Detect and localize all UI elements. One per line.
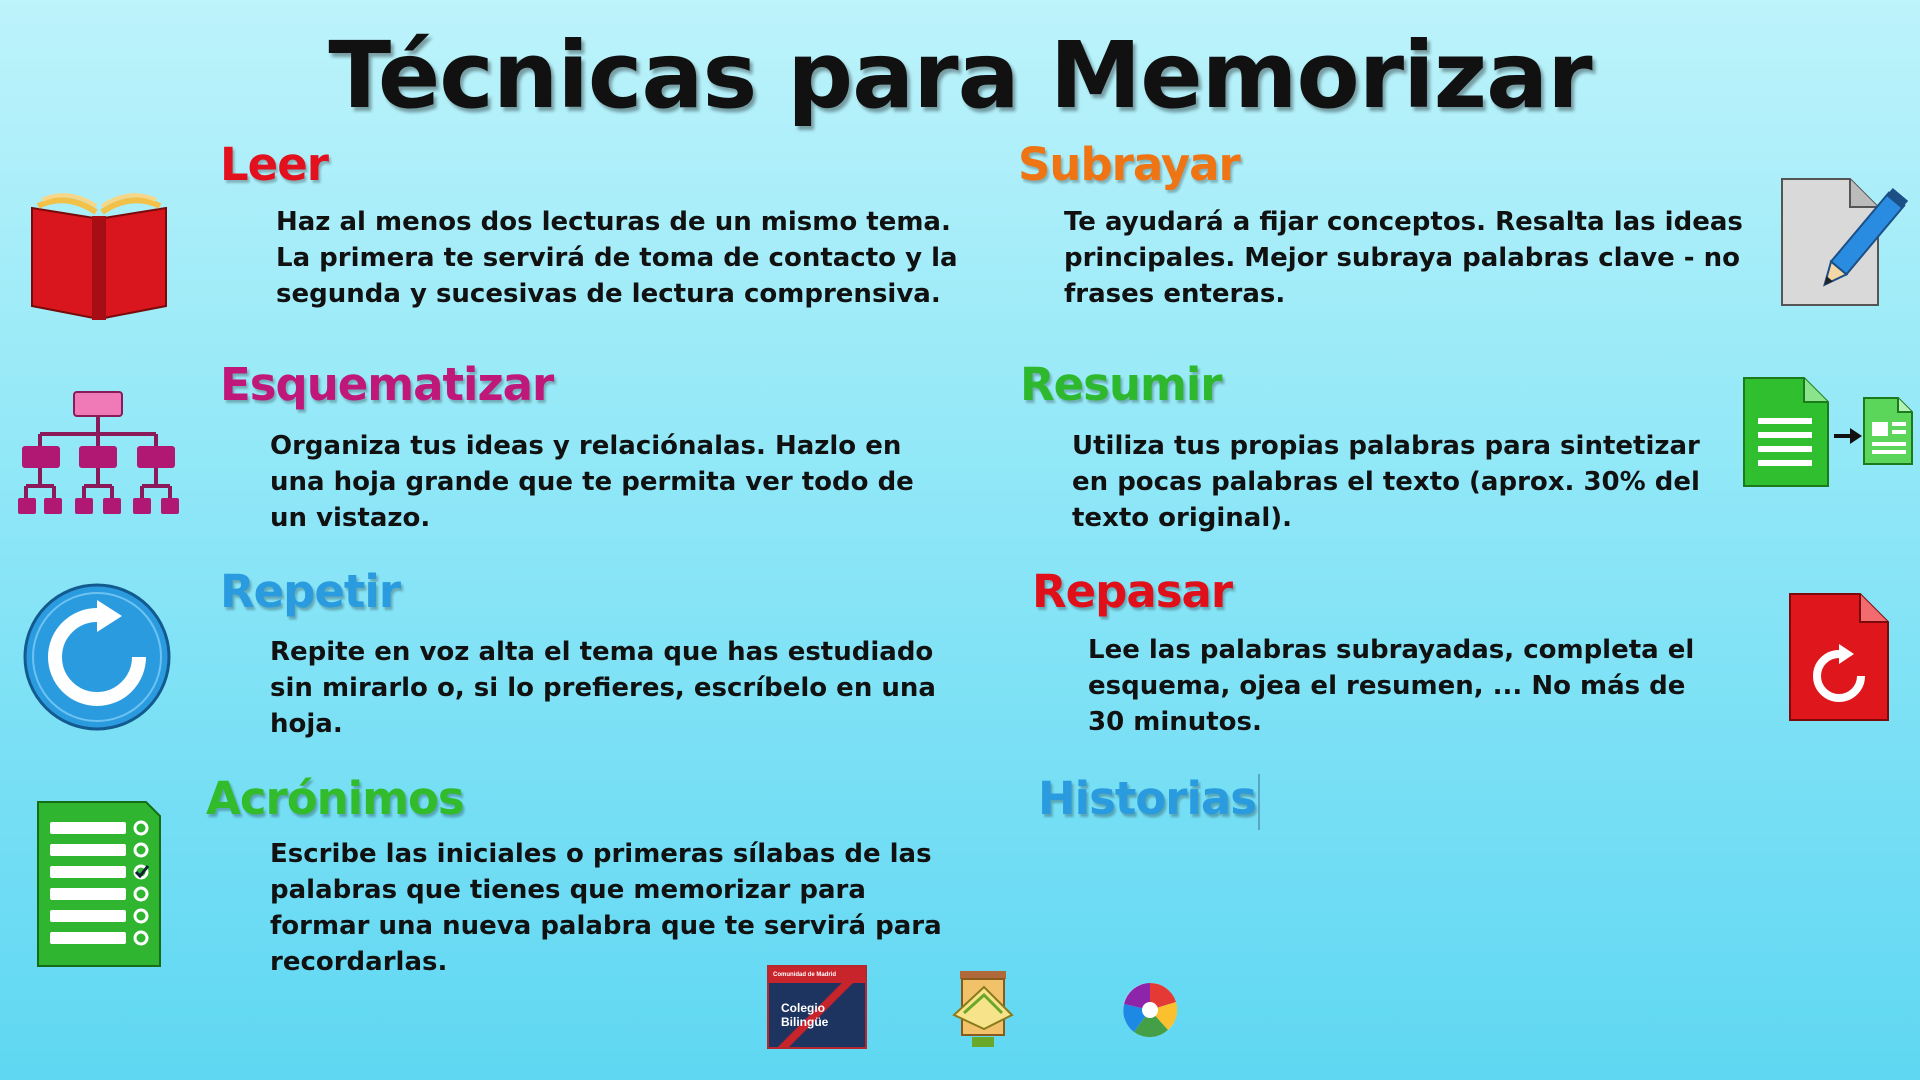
heading-repasar: Repasar [1032,565,1233,618]
hierarchy-diagram-icon [18,390,182,530]
colorful-circle-logo [1122,982,1178,1038]
summarize-documents-icon [1742,376,1914,488]
text-repetir: Repite en voz alta el tema que has estudiado sin mirarlo o, si lo prefieres, escríbelo en una hoja. [270,637,936,739]
logo-line-1: Colegio [781,1001,825,1015]
colegio-bilingue-logo [767,965,867,1049]
text-resumir: Utiliza tus propias palabras para sintetizar en pocas palabras el texto (aprox. 30% del texto original). [1072,431,1700,533]
refresh-document-icon [1788,592,1892,722]
logo-line-2: Bilingüe [781,1015,829,1029]
text-repasar: Lee las palabras subrayadas, completa el esquema, ojea el resumen, ... No más de 30 minutos. [1088,635,1695,737]
heading-subrayar: Subrayar [1018,138,1240,191]
checklist-icon [36,800,162,968]
open-book-icon [24,188,174,328]
school-badge-logo [950,965,1016,1051]
heading-historias: Historias [1038,772,1257,825]
heading-acronimos: Acrónimos [206,772,464,825]
heading-esquematizar: Esquematizar [220,358,554,411]
text-cursor [1258,774,1260,830]
heading-leer: Leer [220,138,328,191]
text-esquematizar: Organiza tus ideas y relaciónalas. Hazlo en una hoja grande que te permita ver todo de un vistazo. [270,431,914,533]
refresh-circle-icon [22,582,172,732]
page-title: Técnicas para Memorizar [328,22,1592,129]
logo-top-text: Comunidad de Madrid [773,972,836,978]
text-subrayar: Te ayudará a fijar conceptos. Resalta las ideas principales. Mejor subraya palabras clave - no frases enteras. [1064,207,1743,309]
heading-resumir: Resumir [1020,358,1222,411]
document-pencil-icon [1778,175,1908,310]
text-acronimos: Escribe las iniciales o primeras sílabas de las palabras que tienes que memorizar para formar una nueva palabra que te servirá para recordarlas. [270,839,942,977]
heading-repetir: Repetir [220,565,401,618]
text-leer: Haz al menos dos lecturas de un mismo tema. La primera te servirá de toma de contacto y la segunda y sucesivas de lectura comprensiva. [276,207,958,309]
